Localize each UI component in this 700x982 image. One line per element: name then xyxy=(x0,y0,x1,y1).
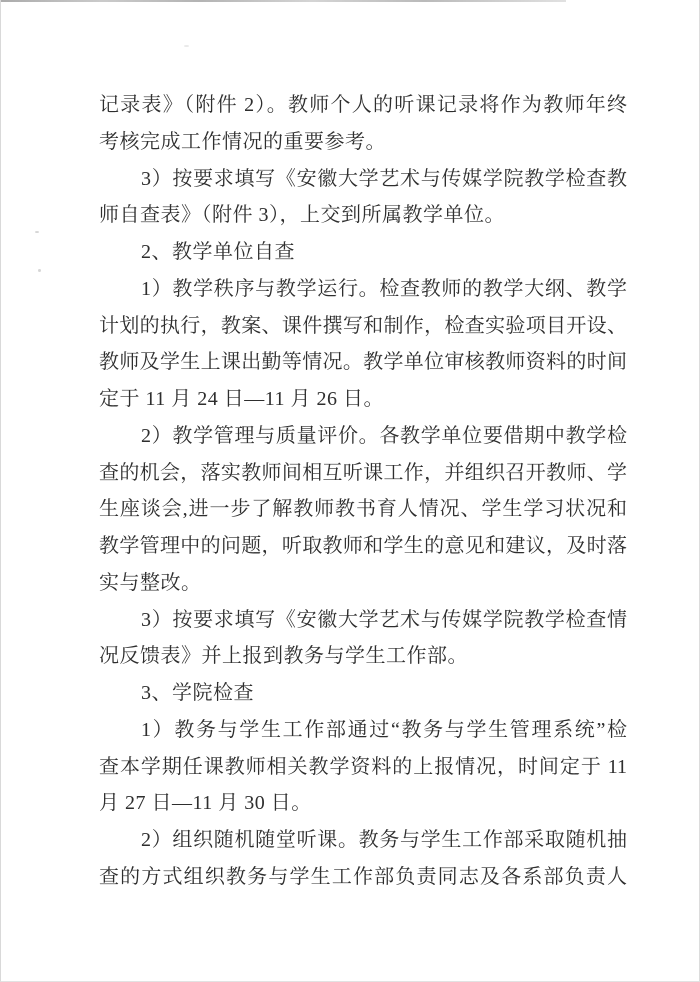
text-line: 3）按要求填写《安徽大学艺术与传媒学院教学检查教 xyxy=(141,167,627,190)
scan-speck xyxy=(184,45,189,47)
text-line: 师自查表》（附件 3），上交到所属教学单位。 xyxy=(99,204,505,227)
scan-speck xyxy=(35,231,39,233)
document-text-block xyxy=(99,87,627,896)
section-heading: 2、教学单位自查 xyxy=(141,241,295,263)
section-heading: 3、学院检查 xyxy=(141,682,254,704)
text-line: 2）教学管理与质量评价。各教学单位要借期中教学检 xyxy=(141,424,627,447)
text-line: 计划的执行，教案、课件撰写和制作，检查实验项目开设、 xyxy=(99,314,627,337)
text-line: 教师及学生上课出勤等情况。教学单位审核教师资料的时间 xyxy=(99,351,627,374)
text-line: 查的机会，落实教师间相互听课工作，并组织召开教师、学 xyxy=(99,461,627,484)
text-line: 况反馈表》并上报到教务与学生工作部。 xyxy=(99,645,468,668)
text-line: 实与整改。 xyxy=(99,571,202,594)
text-line: 1）教学秩序与教学运行。检查教师的教学大纲、教学 xyxy=(141,277,627,300)
text-line: 月 27 日—11 月 30 日。 xyxy=(99,792,312,815)
text-line: 3）按要求填写《安徽大学艺术与传媒学院教学检查情 xyxy=(141,608,627,631)
text-line: 定于 11 月 24 日—11 月 26 日。 xyxy=(99,388,385,410)
scan-speck xyxy=(38,269,41,272)
text-line: 考核完成工作情况的重要参考。 xyxy=(99,130,386,153)
text-line: 1）教务与学生工作部通过“教务与学生管理系统”检 xyxy=(141,718,627,741)
text-line: 查的方式组织教务与学生工作部负责同志及各系部负责人 xyxy=(99,865,627,888)
text-line: 2）组织随机随堂听课。教务与学生工作部采取随机抽 xyxy=(141,829,627,851)
text-line: 记录表》（附件 2）。教师个人的听课记录将作为教师年终 xyxy=(99,94,627,116)
text-line: 查本学期任课教师相关教学资料的上报情况，时间定于 11 xyxy=(99,755,627,778)
text-line: 生座谈会,进一步了解教师教书育人情况、学生学习状况和 xyxy=(99,498,627,521)
text-line: 教学管理中的问题，听取教师和学生的意见和建议，及时落 xyxy=(99,535,627,557)
scan-artifact-top-edge xyxy=(1,0,566,2)
